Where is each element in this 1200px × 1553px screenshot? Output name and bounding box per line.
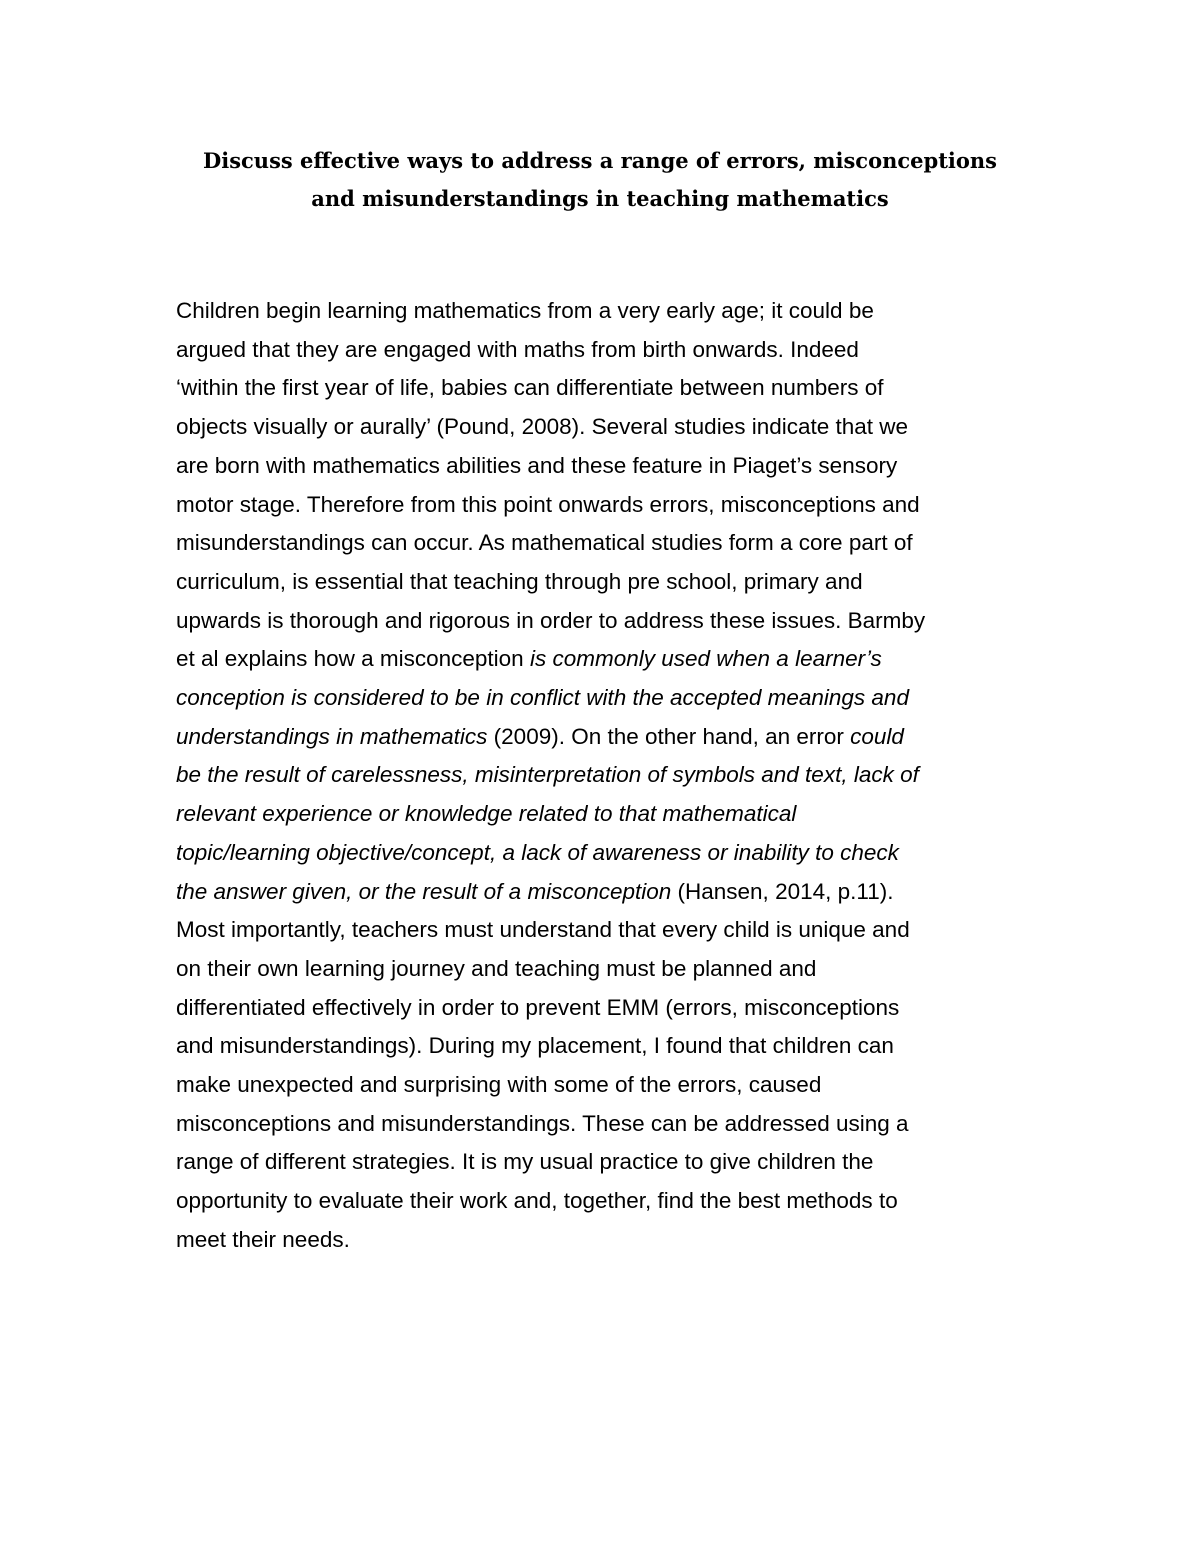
body-line-14 bbox=[176, 795, 1036, 834]
body-line-1: Children begin learning mathematics from a very early age; it could be bbox=[176, 298, 874, 323]
title-line-1: Discuss effective ways to address a range of errors, misconceptions bbox=[203, 148, 997, 173]
document-title bbox=[150, 142, 1050, 218]
quote-barmby-part-1: is commonly used when a learner’s bbox=[529, 646, 882, 672]
body-line-20: and misunderstandings). During my placement, I found that children can bbox=[176, 1033, 894, 1059]
body-line-7: misunderstandings can occur. As mathematical studies form a core part of bbox=[176, 530, 913, 556]
body-line-21: make unexpected and surprising with some of the errors, caused bbox=[176, 1072, 822, 1098]
body-line-4: objects visually or aurally’ (Pound, 2008). Several studies indicate that we bbox=[176, 414, 909, 440]
quote-hansen-part-5: the answer given, or the result of a misconception bbox=[176, 878, 672, 904]
body-line-2: argued that they are engaged with maths from birth onwards. Indeed bbox=[176, 336, 859, 362]
body-line-3: ‘within the first year of life, babies can differentiate between numbers of bbox=[176, 375, 884, 401]
body-line-22: misconceptions and misunderstandings. These can be addressed using a bbox=[176, 1110, 909, 1136]
body-line-10: et al explains how a misconception is commonly used when a learner’s bbox=[176, 646, 882, 672]
body-line-8: curriculum, is essential that teaching through pre school, primary and bbox=[176, 568, 863, 594]
body-line-23: range of different strategies. It is my usual practice to give children the bbox=[176, 1149, 874, 1175]
body-line-19: differentiated effectively in order to prevent EMM (errors, misconceptions bbox=[176, 994, 900, 1020]
body-line-9: upwards is thorough and rigorous in order to address these issues. Barmby bbox=[176, 607, 926, 633]
body-line-12: understandings in mathematics (2009). On the other hand, an error could bbox=[176, 723, 904, 749]
quote-hansen-part-3: relevant experience or knowledge related to that mathematical bbox=[176, 801, 797, 827]
body-line-5: are born with mathematics abilities and these feature in Piaget’s sensory bbox=[176, 452, 898, 478]
body-line-6: motor stage. Therefore from this point onwards errors, misconceptions and bbox=[176, 491, 920, 517]
quote-barmby-part-3: understandings in mathematics bbox=[176, 723, 488, 749]
quote-hansen-part-2: be the result of carelessness, misinterpretation of symbols and text, lack of bbox=[176, 762, 919, 788]
quote-hansen-part-4: topic/learning objective/concept, a lack of awareness or inability to check bbox=[176, 839, 899, 865]
body-line-15 bbox=[176, 834, 1036, 873]
body-line-25: meet their needs. bbox=[176, 1226, 350, 1252]
body-line-24: opportunity to evaluate their work and, together, find the best methods to bbox=[176, 1188, 898, 1214]
body-line-11 bbox=[176, 679, 1036, 718]
essay-paragraph bbox=[176, 292, 1036, 1260]
quote-hansen-part-1: could bbox=[850, 723, 904, 749]
body-line-18: on their own learning journey and teaching must be planned and bbox=[176, 955, 817, 981]
title-line-2: and misunderstandings in teaching mathematics bbox=[311, 186, 889, 211]
quote-barmby-part-2: conception is considered to be in conflict with the accepted meanings and bbox=[176, 685, 909, 711]
body-line-16: the answer given, or the result of a misconception (Hansen, 2014, p.11). bbox=[176, 878, 894, 904]
body-line-13 bbox=[176, 756, 1036, 795]
body-line-17: Most importantly, teachers must understand that every child is unique and bbox=[176, 917, 910, 943]
